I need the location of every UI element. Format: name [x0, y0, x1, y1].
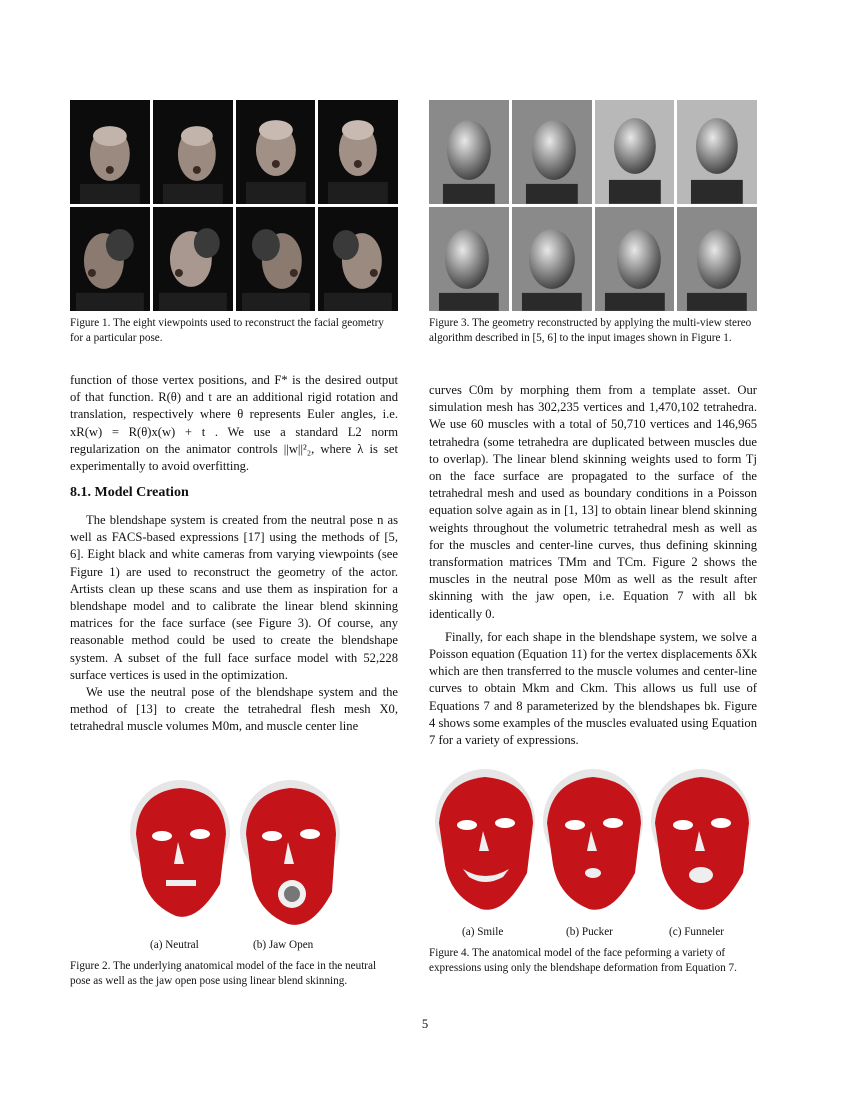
viewpoint-photo — [70, 100, 150, 204]
reconstructed-head — [595, 207, 675, 311]
viewpoint-photo — [70, 207, 150, 311]
reconstructed-head — [677, 100, 757, 204]
figure-4-muscle-renders — [433, 765, 755, 920]
figure-3-render-grid — [429, 100, 757, 311]
left-column — [70, 372, 398, 475]
body-paragraph: The blendshape system is created from the neutral pose n as well as FACS-based expressions [17] using the methods of [5, 6]. Eight black and white cameras from varying viewpoints (see Figure 1) are used to reconstruct the geometry of the actor. Artists clean up these scans and use them as inspiration for a blendshape model and to calibrate the linear blend skinning matrices for the face surface (see Figure 3). Of course, any reasonable method could be used to create the blendshape system. A subset of the full face surface model with 52,228 surface vertices is used in the optimization. — [70, 513, 398, 682]
viewpoint-photo — [236, 207, 316, 311]
body-paragraph: We use the neutral pose of the blendshape system and the method of [13] to create the tetrahedral flesh mesh X0, tetrahedral muscle volumes M0m, and muscle center line — [70, 685, 398, 734]
muscle-head-funneler — [651, 769, 751, 910]
figure-2-sub-b: (b) Jaw Open — [253, 939, 314, 951]
viewpoint-photo — [236, 100, 316, 204]
section-heading: 8.1. Model Creation — [70, 485, 189, 500]
figure-3-caption: Figure 3. The geometry reconstructed by applying the multi-view stereo algorithm described in [5, 6] to the input images shown in Figure 1. — [429, 317, 752, 344]
muscle-head-neutral — [130, 780, 230, 917]
figure-1-caption: Figure 1. The eight viewpoints used to reconstruct the facial geometry for a particular pose. — [70, 317, 384, 344]
viewpoint-photo — [318, 207, 398, 311]
viewpoint-photo — [153, 100, 233, 204]
viewpoint-photo — [318, 100, 398, 204]
figure-2-sub-a: (a) Neutral — [150, 939, 199, 951]
reconstructed-head — [595, 100, 675, 204]
body-paragraph: function of those vertex positions, and F* is the desired output of that function. R(θ) and t are an additional rigid rotation and translation, respectively where θ represents Euler angles, i.e. xR(w) = R(θ)x(w) + t . We use a standard L2 norm regularization on the animator controls ||w||²₂, where λ is set experimentally to avoid overfitting. — [70, 373, 398, 474]
muscle-head-jaw-open — [240, 780, 340, 925]
figure-4-sub-a: (a) Smile — [462, 926, 504, 938]
figure-4-caption: Figure 4. The anatomical model of the face peforming a variety of expressions using only the blendshape deformation from Equation 7. — [429, 947, 737, 974]
figure-2-caption: Figure 2. The underlying anatomical model of the face in the neutral pose as well as the jaw open pose using linear blend skinning. — [70, 960, 377, 987]
right-column — [429, 382, 757, 749]
body-paragraph: Finally, for each shape in the blendshape system, we solve a Poisson equation (Equation 11) for the vertex displacements δXk which are then transferred to the muscle volumes and center-line curves to obtain Mkm and Ckm. This allows us full use of Equations 7 and 8 parameterized by the blendshapes bk. Figure 4 shows some examples of the muscles evaluated using Equation 7 for a variety of expressions. — [429, 629, 757, 748]
reconstructed-head — [677, 207, 757, 311]
muscle-head-smile — [435, 769, 535, 910]
figure-4-sub-c: (c) Funneler — [669, 926, 724, 938]
reconstructed-head — [429, 207, 509, 311]
page-number: 5 — [421, 1017, 429, 1031]
body-paragraph: curves C0m by morphing them from a template asset. Our simulation mesh has 302,235 vertices and 1,470,102 tetrahedra. We use 60 muscles with a total of 50,710 vertices and 146,965 tetrahedra (some tetrahedra are duplicated between muscles due to overlap). The linear blend skinning weights used to form Tj on the face surface are propagated to the surface of the tetrahedral mesh and used as boundary conditions in a Poisson equation solve again as in [1, 13] to obtain linear blend skinning weights throughout the volumetric tetrahedral mesh as well as for the muscles and center-line curves, thus defining skinning transformation matrices TMm and TCm. Figure 2 shows the muscles in the neutral pose M0m as well as the result after skinning with the jaw open, i.e. Equation 7 with all bk identically 0. — [429, 383, 757, 621]
left-column-section — [70, 512, 398, 736]
viewpoint-photo — [153, 207, 233, 311]
muscle-head-pucker — [543, 769, 643, 910]
figure-1-photo-grid — [70, 100, 398, 311]
figure-4-sub-b: (b) Pucker — [566, 926, 613, 938]
reconstructed-head — [512, 100, 592, 204]
figure-2-muscle-renders — [128, 772, 344, 932]
reconstructed-head — [429, 100, 509, 204]
reconstructed-head — [512, 207, 592, 311]
